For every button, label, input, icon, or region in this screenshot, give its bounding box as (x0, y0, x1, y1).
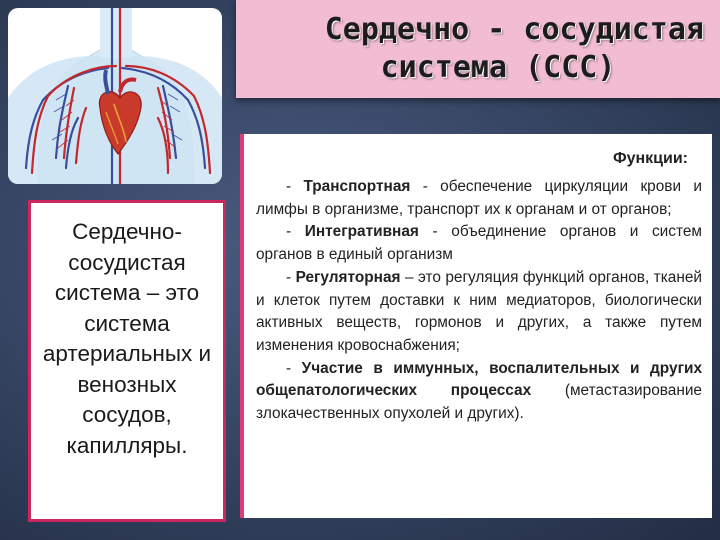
definition-rest: – это система артериальных и венозных сосудов, капилляры. (42, 280, 212, 458)
function-text-immune: (метастазирование злокачественных опухолей и других). (256, 382, 702, 423)
function-item-integrative (256, 221, 702, 266)
function-item-regulatory (256, 267, 702, 358)
functions-box (240, 134, 712, 518)
function-text-transport: - обеспечение циркуляции крови и лимфы в организме, транспорт их к органам и от органов; (256, 178, 702, 218)
function-item-immune (256, 358, 702, 426)
circulatory-illustration (8, 8, 222, 184)
function-term-integrative: Интегративная (304, 223, 419, 241)
function-item-transport (256, 176, 702, 221)
heart-circulatory-system-icon (8, 8, 222, 184)
page-title-line-1: Сердечно - сосудистая (324, 12, 704, 47)
item-prefix: - (286, 178, 304, 195)
function-text-regulatory: – это регуляция функций органов, тканей и клеток путем доставки к ним медиаторов, биологически активных веществ, гормонов и других, а также путем изменения кровоснабжения; (256, 268, 702, 354)
item-prefix: - (286, 268, 296, 286)
page-title-line-2: система (ССС) (380, 50, 616, 85)
functions-list (256, 176, 702, 426)
function-term-immune: Участие в иммунных, воспалительных и других общепатологических процессах (256, 359, 702, 400)
function-term-regulatory: Регуляторная (295, 268, 401, 286)
item-prefix: - (286, 223, 305, 241)
functions-heading: Функции: (612, 150, 688, 167)
item-prefix: - (286, 359, 302, 377)
definition-term: Сердечно-сосудистая система (54, 219, 186, 305)
definition-box (28, 200, 226, 522)
title-banner (236, 0, 720, 98)
function-term-transport: Транспортная (303, 178, 411, 195)
definition-text (35, 217, 219, 461)
function-text-integrative: - объединение органов и систем органов в единый организм (256, 223, 702, 264)
